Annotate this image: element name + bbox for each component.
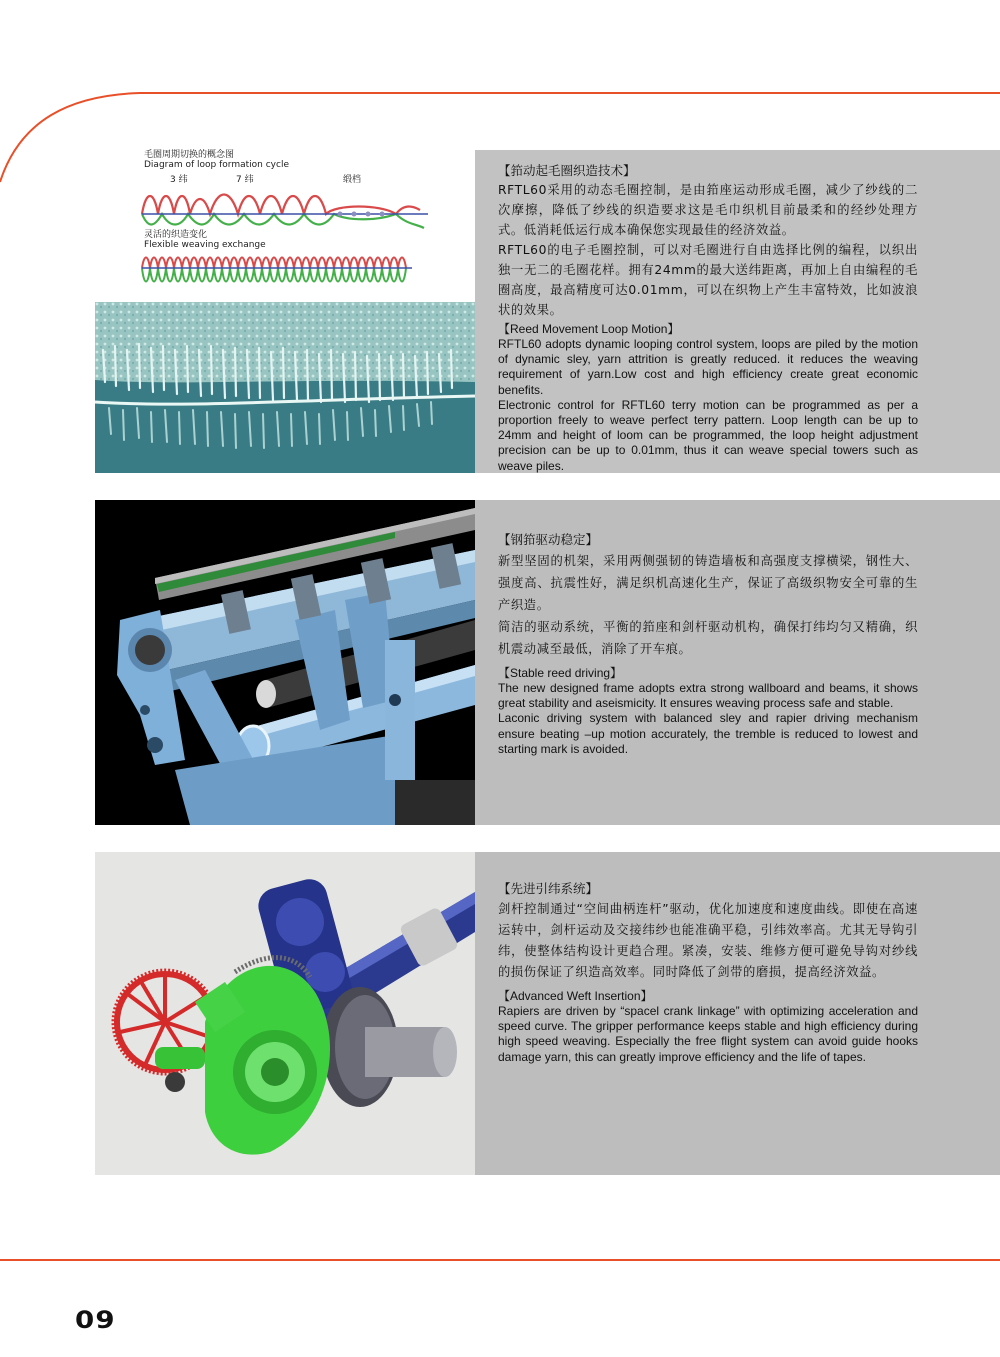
section-title-en: 【Stable reed driving】 — [498, 666, 623, 680]
section-title-en: 【Advanced Weft Insertion】 — [498, 989, 653, 1003]
diagram-title-en: Diagram of loop formation cycle — [144, 160, 289, 170]
loom-frame-image — [95, 500, 475, 825]
loop-cycle-graphic — [140, 184, 430, 232]
loop-formation-diagram — [140, 150, 430, 300]
label-3-picks: 3 纬 — [170, 175, 188, 185]
section-text — [498, 162, 918, 474]
section-text — [498, 530, 918, 757]
paragraph-en: Laconic driving system with balanced sley and rapier driving mechanism ensure beating –up motion accurately, the tremble is reduced to lowest and starting mark is avoided. — [498, 711, 918, 756]
section-stable-reed — [95, 500, 1000, 825]
paragraph-cn: RFTL60的电子毛圈控制，可以对毛圈进行自由选择比例的编程，以织出独一无二的毛圈花样。拥有24mm的最大送纬距离，再加上自由编程的毛圈高度，最高精度可达0.01mm，可以在织物上产生丰富特效，比如波浪状的效果。 — [498, 243, 918, 317]
section-title-en: 【Reed Movement Loop Motion】 — [498, 322, 680, 336]
diagram-title-cn: 毛圈周期切换的概念图 — [144, 150, 235, 160]
flex-title-cn: 灵活的织造变化 — [144, 230, 208, 240]
flex-title-en: Flexible weaving exchange — [144, 240, 266, 250]
paragraph-en: Rapiers are driven by “spacel crank linkage” with optimizing acceleration and speed curve. The gripper performance keeps stable and high efficiency during high speed weaving. Especially the free flight system can avoid guide hooks damage yarn, this can greatly improve efficiency and the life of tapes. — [498, 1004, 918, 1064]
section-title-cn: 【先进引纬系统】 — [498, 881, 599, 896]
section-text — [498, 879, 918, 1065]
label-pile-section: 缎档 — [343, 175, 362, 185]
paragraph-en: RFTL60 adopts dynamic looping control system, loops are piled by the motion of dynamic sley, yarn attrition is greatly reduced. it reduces the weaving requirement of yarn.Low cost and high efficiency create great economic benefits. — [498, 337, 918, 397]
paragraph-cn: 新型坚固的机架，采用两侧强韧的铸造墙板和高强度支撑横梁，钢性大、强度高、抗震性好，满足织机高速化生产，保证了高级织物安全可靠的生产织造。 — [498, 554, 918, 612]
section-weft-insertion — [95, 852, 1000, 1175]
paragraph-cn: 简洁的驱动系统，平衡的筘座和剑杆驱动机构，确保打纬均匀又精确，织机震动减至最低，消除了开车痕。 — [498, 620, 918, 656]
paragraph-en: The new designed frame adopts extra strong wallboard and beams, it shows great stability and aseismicity. It ensures weaving process safe and stable. — [498, 681, 918, 711]
page-number: 09 — [75, 1306, 116, 1334]
section-title-cn: 【筘动起毛圈织造技术】 — [498, 163, 636, 178]
paragraph-en: Electronic control for RFTL60 terry motion can be programmed as per a proportion freely to weave perfect terry pattern. Loop length can be up to 24mm and height of loom can be programmed, the loop height adjustment precision can be up to 0.01mm, thus it can weave special towers such as weave piles. — [498, 397, 918, 473]
section-title-cn: 【钢筘驱动稳定】 — [498, 532, 599, 547]
paragraph-cn: 剑杆控制通过“空间曲柄连杆”驱动，优化加速度和速度曲线。即使在高速运转中，剑杆运动及交接纬纱也能准确平稳，引纬效率高。尤其无导钩引纬，使整体结构设计更趋合理。紧凑，安装、维修方便可避免导钩对纱线的损伤保证了织造高效率。同时降低了剑带的磨损，提高经济效益。 — [498, 902, 918, 979]
label-7-picks: 7 纬 — [236, 175, 254, 185]
rapier-drive-image — [95, 852, 475, 1175]
paragraph-cn: RFTL60采用的动态毛圈控制，是由筘座运动形成毛圈，减少了纱线的二次摩擦，降低了纱线的织造要求这是毛巾织机目前最柔和的经纱处理方式。低消耗低运行成本确保您实现最佳的经济效益。 — [498, 183, 918, 237]
flexible-weaving-graphic — [140, 250, 420, 292]
footer-rule — [0, 1259, 1000, 1261]
